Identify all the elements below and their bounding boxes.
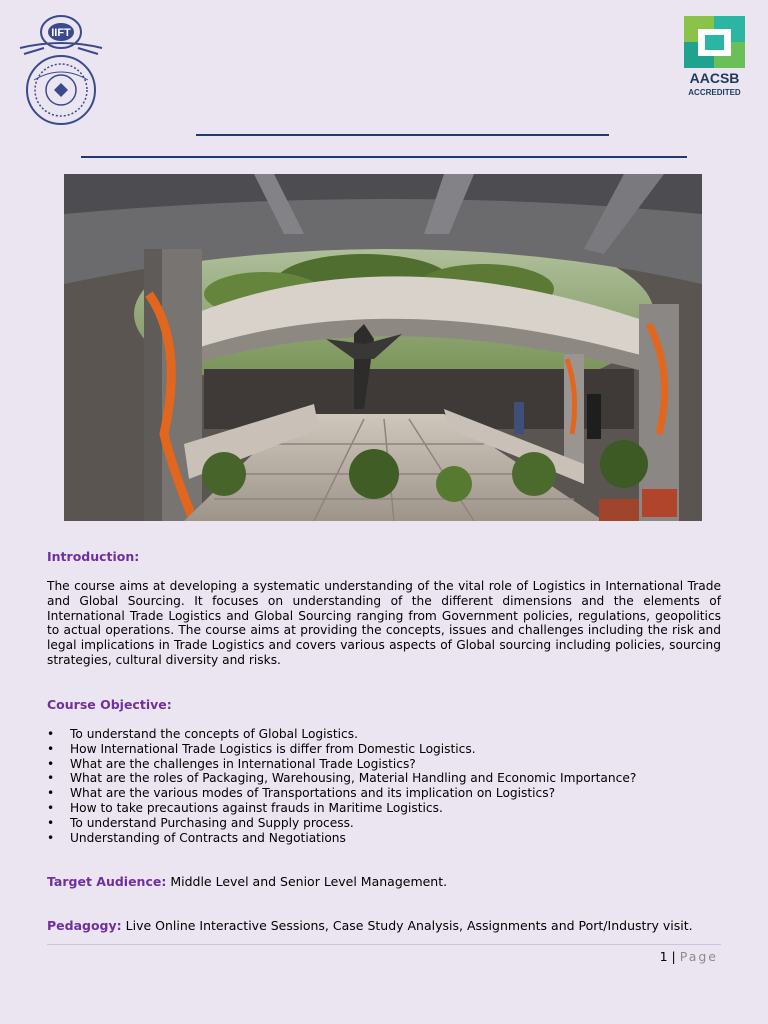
target-audience-label: Target Audience: xyxy=(47,874,167,889)
course-objective-list xyxy=(47,727,636,845)
header-rule-short xyxy=(196,134,609,136)
list-item: • To understand the concepts of Global Logistics. xyxy=(47,727,358,741)
bullet-icon: • xyxy=(47,800,55,815)
list-item: • What are the challenges in International Trade Logistics? xyxy=(47,756,416,771)
page-number-value: 1 xyxy=(659,949,668,964)
page-separator: | xyxy=(667,949,680,964)
page-number xyxy=(660,949,718,964)
bullet-icon: • xyxy=(47,741,55,756)
pedagogy-label: Pedagogy: xyxy=(47,918,122,933)
course-objective-heading: Course Objective: xyxy=(47,697,172,712)
list-item: • How to take precautions against frauds in Maritime Logistics. xyxy=(47,800,443,815)
page-label: Page xyxy=(679,949,718,964)
list-item: • Understanding of Contracts and Negotiations xyxy=(47,830,346,845)
list-item: • How International Trade Logistics is differ from Domestic Logistics. xyxy=(47,741,476,756)
footer-rule xyxy=(47,944,721,945)
list-item: • What are the various modes of Transportations and its implication on Logistics? xyxy=(47,786,556,801)
bullet-icon: • xyxy=(47,727,55,741)
institute-seal-icon xyxy=(14,8,108,130)
bullet-icon: • xyxy=(47,815,55,830)
courtyard-image-icon xyxy=(64,174,702,521)
iift-logo xyxy=(14,8,108,130)
bullet-icon: • xyxy=(47,771,55,786)
header-rule-long xyxy=(81,156,687,158)
list-item: • To understand Purchasing and Supply process. xyxy=(47,815,354,830)
pedagogy-line xyxy=(47,918,693,933)
bullet-icon: • xyxy=(47,786,55,801)
target-audience-text: Middle Level and Senior Level Management. xyxy=(166,874,448,889)
bullet-icon: • xyxy=(47,830,55,845)
aacsb-accredited-icon xyxy=(684,16,745,98)
target-audience-line xyxy=(47,874,447,889)
introduction-heading: Introduction: xyxy=(47,549,140,564)
list-item: • What are the roles of Packaging, Warehousing, Material Handling and Economic Importance? xyxy=(47,771,637,786)
accredited-text: ACCREDITED xyxy=(688,88,741,97)
aacsb-text: AACSB xyxy=(689,70,740,86)
aacsb-logo xyxy=(684,16,745,98)
bullet-icon: • xyxy=(47,756,55,771)
pedagogy-text: Live Online Interactive Sessions, Case Study Analysis, Assignments and Port/Industry visit. xyxy=(121,918,693,933)
introduction-text: The course aims at developing a systematic understanding of the vital role of Logistics in International Trade and Global Sourcing. It focuses on understanding of the different dimensions and the elements of International Trade Logistics and Global Sourcing ranging from Government policies, regulations, geopolitics to actual operations. The course aims at providing the concepts, issues and challenges including the risk and legal implications in Trade Logistics and covers various aspects of Global sourcing including policies, sourcing strategies, cultural diversity and risks. xyxy=(47,579,721,667)
campus-photo xyxy=(64,174,702,521)
logo-text: IIFT xyxy=(51,27,71,39)
